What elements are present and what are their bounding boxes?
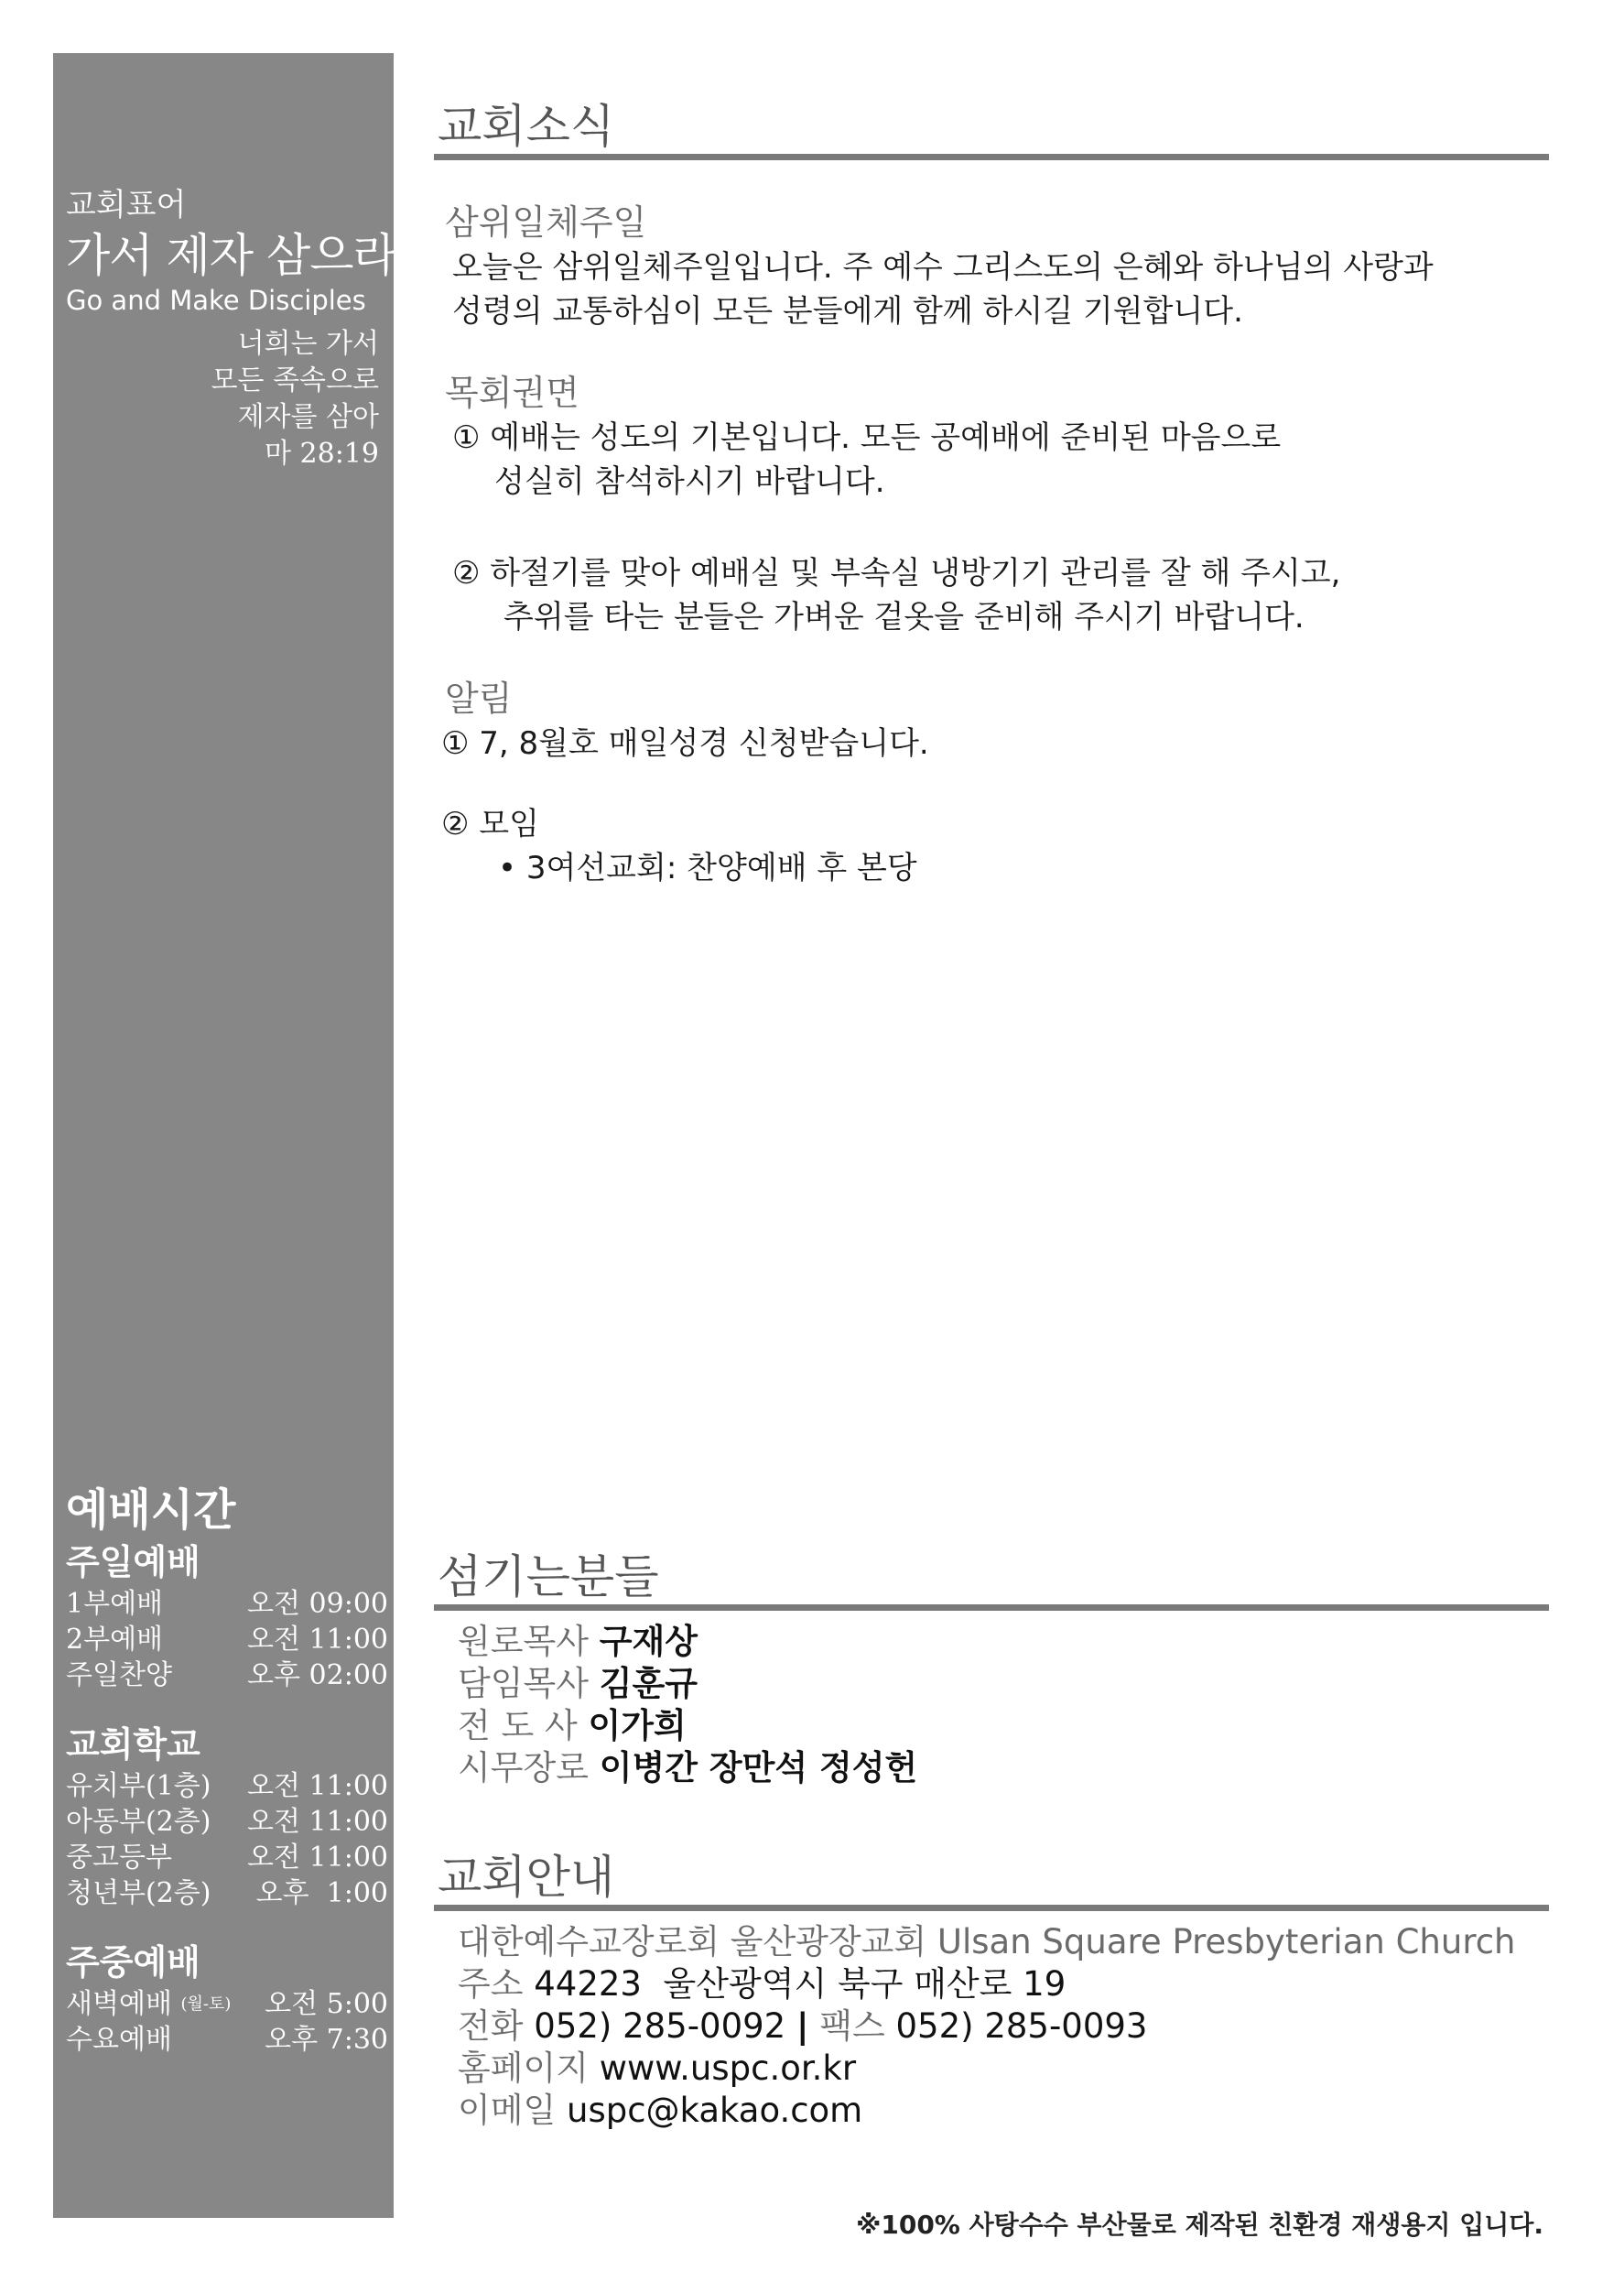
verse-line: 모든 족속으로 [211,364,379,397]
motto-english: Go and Make Disciples [66,285,366,316]
news-line: 오늘은 삼위일체주일입니다. 주 예수 그리스도의 은혜와 하나님의 사랑과 [452,249,1434,286]
address-value: 44223 울산광역시 북구 매산로 19 [534,1964,1066,2004]
schedule-row [66,1657,388,1693]
midweek-worship-title: 주중예배 [66,1942,200,1983]
service-name: 중고등부 [66,1842,172,1874]
service-note: (월-토) [180,1994,232,2014]
server-names: 이가희 [588,1706,687,1745]
server-row [458,1705,917,1747]
notice-title: 알림 [445,679,513,719]
service-name: 아동부(2층) [66,1806,211,1838]
separator: | [796,2006,809,2046]
trinity-title: 삼위일체주일 [445,202,647,243]
server-role: 원로목사 [458,1622,589,1661]
news-bullet: • 3여선교회: 찬양예배 후 본당 [498,850,917,886]
service-time: 오전 11:00 [247,1806,388,1838]
address-label: 주소 [458,1964,524,2004]
verse-line: 제자를 삼아 [237,401,379,433]
server-names: 김훈규 [599,1664,698,1703]
news-section [441,200,1540,890]
motto-title: 가서 제자 삼으라 [66,229,396,282]
news-line: ② 하절기를 맞아 예배실 및 부속실 냉방기기 관리를 잘 해 주시고, [452,555,1341,592]
verse-line: 너희는 가서 [237,328,379,360]
worship-title: 예배시간 [66,1484,236,1536]
schedule-row [66,1986,388,2022]
motto-verse [66,326,388,473]
service-time: 오전 11:00 [247,1624,388,1656]
schedule-row [66,1840,388,1875]
server-row [458,1621,917,1663]
news-line: 성실히 참석하시기 바랍니다. [494,463,885,500]
phone-row [458,2005,1516,2048]
schedule-row [66,2022,388,2058]
pastoral-title: 목회권면 [445,373,579,413]
server-row [458,1747,917,1789]
email-link[interactable]: uspc@kakao.com [567,2091,863,2130]
server-role: 시무장로 [458,1748,589,1787]
news-heading: 교회소식 [434,99,1549,160]
service-name: 2부예배 [66,1624,164,1656]
service-name: 수요예배 [66,2024,172,2056]
servers-list [458,1621,917,1789]
spacer [441,639,1540,676]
schedule-row [66,1622,388,1657]
news-line: 성령의 교통하심이 모든 분들에게 함께 하시길 기원합니다. [452,293,1243,330]
news-line: ① 7, 8월호 매일성경 신청받습니다. [441,725,929,762]
servers-heading: 섬기는분들 [434,1549,1549,1611]
service-time: 오전 11:00 [247,1770,388,1802]
church-motto [66,183,396,473]
homepage-label: 홈페이지 [458,2048,589,2088]
sidebar [53,53,394,2218]
sunday-worship-title: 주일예배 [66,1542,200,1582]
phone-value: 052) 285-0092 [534,2006,786,2046]
motto-label: 교회표어 [66,187,187,223]
schedule-row [66,1768,388,1804]
news-line: ② 모임 [441,806,539,842]
server-role: 전 도 사 [458,1706,578,1745]
church-info-heading: 교회안내 [434,1850,1549,1911]
spacer [441,504,1540,551]
homepage-link[interactable]: www.uspc.or.kr [599,2048,857,2088]
address-row [458,1963,1516,2005]
service-name: 유치부(1층) [66,1770,211,1802]
verse-reference: 마 28:19 [265,438,379,470]
service-name: 주일찬양 [66,1659,172,1691]
server-row [458,1663,917,1705]
service-time: 오전 11:00 [247,1842,388,1874]
service-time: 오전 5:00 [265,1988,388,2020]
news-line: 추위를 타는 분들은 가벼운 겉옷을 준비해 주시기 바랍니다. [503,599,1305,636]
server-names: 이병간 장만석 정성헌 [599,1748,918,1787]
schedule-row [66,1586,388,1622]
service-time: 오전 09:00 [247,1588,388,1620]
service-time: 오후 1:00 [255,1877,388,1909]
news-line: ① 예배는 성도의 기본입니다. 모든 공예배에 준비된 마음으로 [452,419,1282,456]
schedule-row [66,1875,388,1911]
server-names: 구재상 [599,1622,698,1661]
church-school-title: 교회학교 [66,1724,200,1765]
service-name: 청년부(2층) [66,1877,211,1909]
spacer [441,333,1540,370]
service-time: 오후 7:30 [265,2024,388,2056]
eco-paper-note: ※100% 사탕수수 부산물로 제작된 친환경 재생용지 입니다. [856,2210,1543,2240]
church-info [458,1921,1516,2132]
email-row [458,2090,1516,2132]
service-name-group [66,1986,231,2022]
service-name: 새벽예배 [66,1988,172,2020]
worship-times [66,1482,388,2058]
fax-label: 팩스 [819,2006,885,2046]
server-role: 담임목사 [458,1664,589,1703]
homepage-row [458,2048,1516,2090]
schedule-row [66,1804,388,1840]
church-name: 대한예수교장로회 울산광장교회 Ulsan Square Presbyterian Church [458,1922,1516,1961]
spacer [441,766,1540,802]
service-name: 1부예배 [66,1588,164,1620]
service-time: 오후 02:00 [247,1659,388,1691]
fax-value: 052) 285-0093 [895,2006,1148,2046]
phone-label: 전화 [458,2006,524,2046]
email-label: 이메일 [458,2091,557,2130]
